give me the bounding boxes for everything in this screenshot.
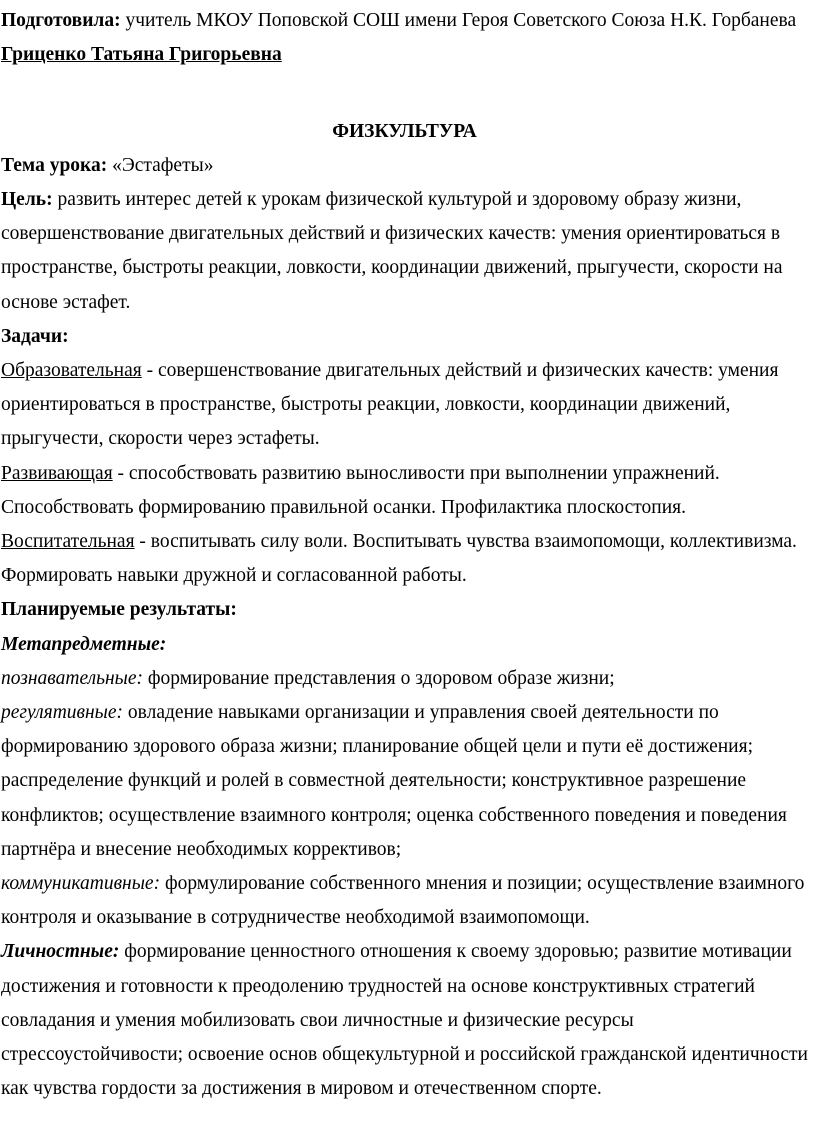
regulatory-text: овладение навыками организации и управления своей деятельности по формированию здорового образа жизни; планирование общей цели и пути её достижения; распределение функций и ролей в совместной деятельности; конструктивное разрешение конфликтов; осуществление взаимного контроля; оценка собственного поведения и поведения партнёра и внесение необходимых коррективов; (1, 702, 787, 860)
upbringing-label: Воспитательная (1, 531, 135, 553)
cognitive-text: формирование представления о здоровом образе жизни; (143, 667, 615, 689)
educational-label: Образовательная (1, 360, 142, 382)
developing-task-paragraph (1, 457, 808, 525)
topic-label: Тема урока: (1, 154, 108, 176)
goal-text: развить интерес детей к урокам физической культурой и здоровому образу жизни, совершенствование двигательных действий и физических качеств: умения ориентироваться в пространстве, быстроты реакции, ловкости, координации движений, прыгучести, скорости на основе эстафет. (1, 189, 783, 313)
goal-paragraph (1, 183, 808, 320)
blank-line (1, 72, 808, 106)
developing-text: - способствовать развитию выносливости при выполнении упражнений. Способствовать формированию правильной осанки. Профилактика плоскостопия. (1, 462, 720, 518)
prepared-text: учитель МКОУ Поповской СОШ имени Героя Советского Союза Н.К. Горбанева (120, 10, 797, 31)
topic-text: «Эстафеты» (107, 154, 214, 176)
prepared-label: Подготовила: (1, 10, 121, 31)
educational-task-paragraph (1, 354, 808, 457)
communicative-text: формулирование собственного мнения и позиции; осуществление взаимного контроля и оказывание в сотрудничестве необходимой взаимопомощи. (1, 873, 805, 929)
regulatory-label: регулятивные: (1, 702, 124, 724)
cognitive-paragraph (1, 662, 808, 696)
author-name: Гриценко Татьяна Григорьевна (1, 44, 282, 66)
goal-label: Цель: (1, 189, 53, 210)
upbringing-task-paragraph (1, 525, 808, 593)
communicative-label: коммуникативные: (1, 873, 161, 895)
results-heading: Планируемые результаты: (1, 599, 237, 621)
personal-paragraph (1, 935, 808, 1106)
regulatory-paragraph (1, 696, 808, 867)
personal-text: формирование ценностного отношения к своему здоровью; развитие мотивации достижения и готовности к преодолению трудностей на основе конструктивных стратегий совладания и умения мобилизовать свои личностные и физические ресурсы стрессоустойчивости; освоение основ общекультурной и российской гражданской идентичности как чувства гордости за достижения в мировом и отечественном спорте. (1, 941, 808, 1100)
cognitive-label: познавательные: (1, 667, 144, 689)
topic-paragraph (1, 149, 808, 183)
developing-label: Развивающая (1, 462, 113, 484)
communicative-paragraph (1, 867, 808, 935)
meta-heading: Метапредметные: (1, 633, 167, 655)
upbringing-text: - воспитывать силу воли. Воспитывать чувства взаимопомощи, коллективизма. Формировать навыки дружной и согласованной работы. (1, 531, 797, 587)
tasks-heading: Задачи: (1, 325, 69, 347)
subject-title: ФИЗКУЛЬТУРА (332, 120, 477, 142)
personal-label: Личностные: (1, 941, 120, 963)
educational-text: - совершенствование двигательных действий и физических качеств: умения ориентироваться в пространстве, быстроты реакции, ловкости, координации движений, прыгучести, скорости через эстафеты. (1, 360, 779, 450)
author-paragraph (1, 4, 808, 72)
